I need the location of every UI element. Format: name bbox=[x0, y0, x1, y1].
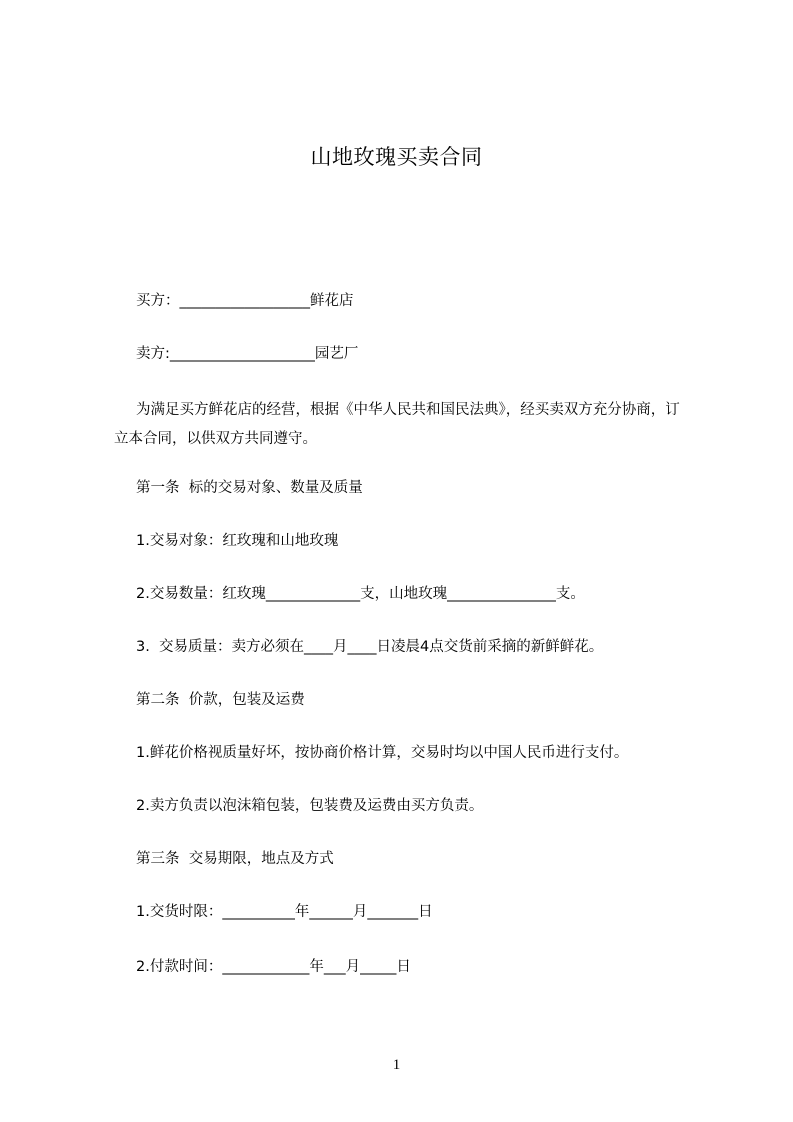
seller-line: 卖方:____________________园艺厂 bbox=[136, 346, 359, 362]
article-3-item-1: 1.交货时限：__________年______月_______日 bbox=[136, 904, 433, 920]
article-1-item-1: 1.交易对象：红玫瑰和山地玫瑰 bbox=[136, 533, 339, 549]
document-title: 山地玫瑰买卖合同 bbox=[310, 145, 483, 169]
buyer-line: 买方：__________________鲜花店 bbox=[136, 293, 354, 309]
article-1-heading: 第一条 标的交易对象、数量及质量 bbox=[136, 480, 363, 496]
article-1-item-3: 3. 交易质量：卖方必须在____月____日凌晨4点交货前采摘的新鲜鲜花。 bbox=[136, 639, 604, 655]
article-3-heading: 第三条 交易期限，地点及方式 bbox=[136, 851, 334, 867]
intro-paragraph: 为满足买方鲜花店的经营，根据《中华人民共和国民法典》，经买卖双方充分协商，订立本合同，以供双方共同遵守。 bbox=[114, 402, 680, 447]
article-2-item-1: 1.鲜花价格视质量好坏，按协商价格计算，交易时均以中国人民币进行支付。 bbox=[136, 745, 629, 761]
article-1-item-2: 2.交易数量：红玫瑰_____________支，山地玫瑰_______________支。 bbox=[136, 586, 585, 602]
page-number: 1 bbox=[392, 1057, 401, 1073]
article-3-item-2: 2.付款时间：____________年___月_____日 bbox=[136, 959, 411, 975]
article-2-heading: 第二条 价款，包装及运费 bbox=[136, 692, 305, 708]
article-2-item-2: 2.卖方负责以泡沫箱包装，包装费及运费由买方负责。 bbox=[136, 798, 484, 814]
